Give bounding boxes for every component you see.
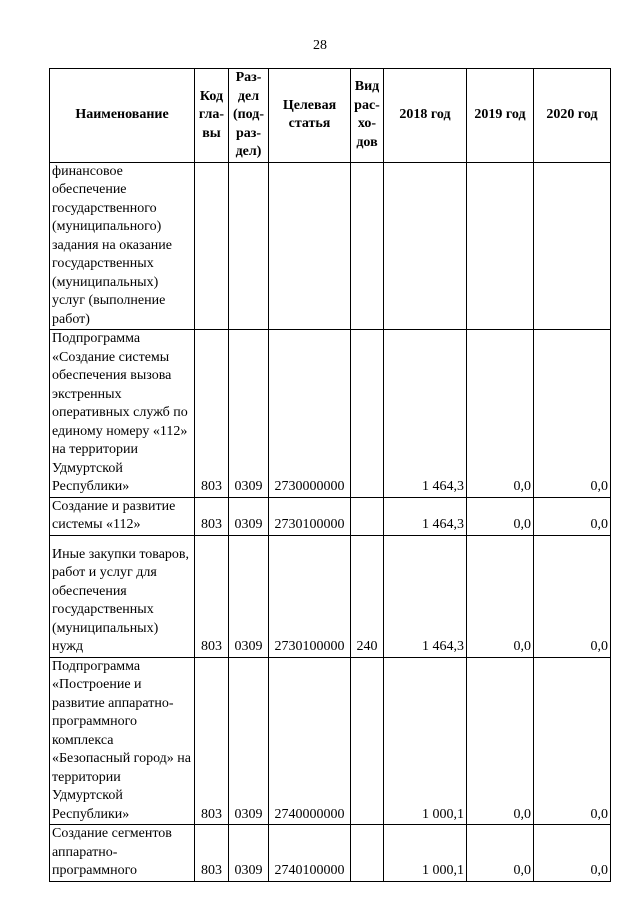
table-row xyxy=(50,535,611,657)
table-row xyxy=(50,162,611,330)
row-razdel: 0309 xyxy=(229,825,269,882)
row-statya: 2740000000 xyxy=(269,657,351,825)
row-razdel xyxy=(229,162,269,330)
row-2018: 1 000,1 xyxy=(384,657,467,825)
table-header-row xyxy=(50,69,611,163)
row-statya: 2740100000 xyxy=(269,825,351,882)
header-2018: 2018 год xyxy=(384,69,467,163)
row-2020: 0,0 xyxy=(534,825,611,882)
header-name: Наименование xyxy=(50,69,195,163)
row-statya: 2730100000 xyxy=(269,535,351,657)
row-vid xyxy=(351,657,384,825)
row-razdel: 0309 xyxy=(229,535,269,657)
page-number: 28 xyxy=(313,38,327,53)
row-razdel: 0309 xyxy=(229,330,269,498)
row-vid xyxy=(351,162,384,330)
row-2019: 0,0 xyxy=(467,330,534,498)
table-row xyxy=(50,330,611,498)
row-razdel: 0309 xyxy=(229,497,269,535)
row-2019: 0,0 xyxy=(467,535,534,657)
row-2019: 0,0 xyxy=(467,657,534,825)
row-glava: 803 xyxy=(195,535,229,657)
row-vid xyxy=(351,497,384,535)
row-statya: 2730100000 xyxy=(269,497,351,535)
row-glava: 803 xyxy=(195,330,229,498)
budget-table xyxy=(49,68,611,882)
header-razdel: Раз-дел (под-раз-дел) xyxy=(229,69,269,163)
row-2019: 0,0 xyxy=(467,825,534,882)
row-name: Подпрограмма «Построение и развитие аппаратно-программного комплекса «Безопасный город» на территории Удмуртской Республики» xyxy=(50,657,195,825)
header-vid: Вид рас-хо-дов xyxy=(351,69,384,163)
table-row xyxy=(50,657,611,825)
header-2019: 2019 год xyxy=(467,69,534,163)
row-2018: 1 000,1 xyxy=(384,825,467,882)
table-row xyxy=(50,825,611,882)
row-name: Создание сегментов аппаратно-программного xyxy=(50,825,195,882)
header-glava: Код гла-вы xyxy=(195,69,229,163)
row-vid xyxy=(351,330,384,498)
row-name: Иные закупки товаров, работ и услуг для обеспечения государственных (муниципальных) нужд xyxy=(50,535,195,657)
row-2019: 0,0 xyxy=(467,497,534,535)
table-row xyxy=(50,497,611,535)
row-2018 xyxy=(384,162,467,330)
row-2019 xyxy=(467,162,534,330)
row-name: Создание и развитие системы «112» xyxy=(50,497,195,535)
row-statya xyxy=(269,162,351,330)
row-2020: 0,0 xyxy=(534,330,611,498)
row-razdel: 0309 xyxy=(229,657,269,825)
header-statya: Целевая статья xyxy=(269,69,351,163)
row-2020: 0,0 xyxy=(534,535,611,657)
row-2018: 1 464,3 xyxy=(384,330,467,498)
row-2020: 0,0 xyxy=(534,497,611,535)
row-name: финансовое обеспечение государственного (муниципального) задания на оказание государственных (муниципальных) услуг (выполнение работ) xyxy=(50,162,195,330)
row-name: Подпрограмма «Создание системы обеспечения вызова экстренных оперативных служб по единому номеру «112» на территории Удмуртской Республики» xyxy=(50,330,195,498)
row-2020: 0,0 xyxy=(534,657,611,825)
row-2020 xyxy=(534,162,611,330)
row-glava: 803 xyxy=(195,497,229,535)
row-2018: 1 464,3 xyxy=(384,497,467,535)
row-vid: 240 xyxy=(351,535,384,657)
row-glava: 803 xyxy=(195,657,229,825)
header-2020: 2020 год xyxy=(534,69,611,163)
row-2018: 1 464,3 xyxy=(384,535,467,657)
row-vid xyxy=(351,825,384,882)
row-glava: 803 xyxy=(195,825,229,882)
row-glava xyxy=(195,162,229,330)
row-statya: 2730000000 xyxy=(269,330,351,498)
